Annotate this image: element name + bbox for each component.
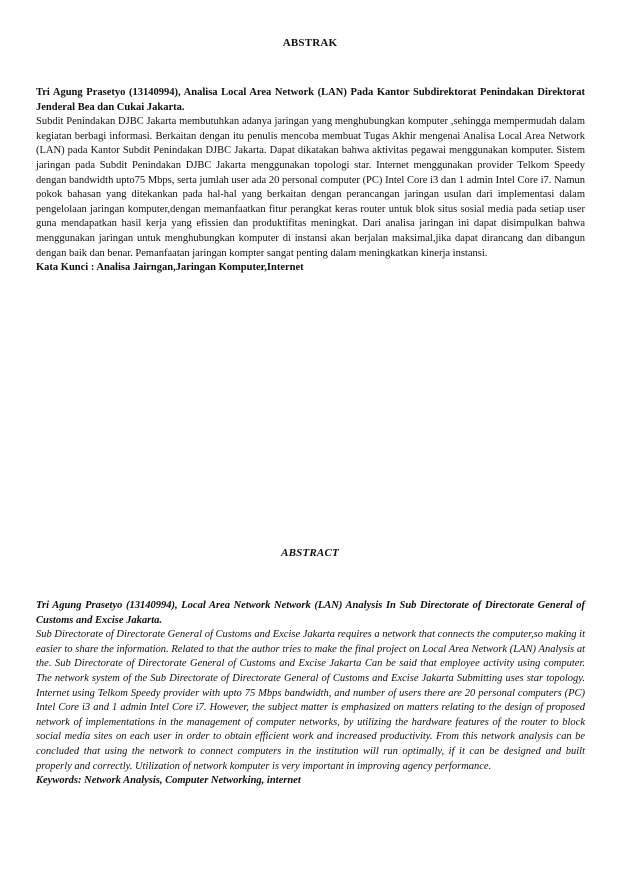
abstrak-author-title: Tri Agung Prasetyo (13140994), Analisa Local Area Network (LAN) Pada Kantor Subdirektorat Penindakan Direktorat Jenderal Bea dan Cukai Jakarta. [36,87,585,113]
abstract-section [36,599,585,789]
abstrak-body: Subdit Penindakan DJBC Jakarta membutuhkan adanya jaringan yang menghubungkan komputer ,sehingga mempermudah dalam kegiatan berbagi informasi. Berkaitan dengan itu penulis mencoba membuat Tugas Akhir mengenai Analisa Local Area Network (LAN) pada Kantor Subdit Penindakan DJBC Jakarta. Dapat dikatakan bahwa aktivitas pegawai menggunakan komputer. Sistem jaringan pada Subdit Penindakan DJBC Jakarta menggunakan topologi star. Internet menggunakan provider Telkom Speedy dengan bandwidth upto75 Mbps, serta jumlah user ada 20 personal computer (PC) Intel Core i3 dan 1 admin Intel Core i7. Namun pokok bahasan yang ditekankan pada hal-hal yang berkaitan dengan perancangan jaringan usulan dari implementasi dalam pengelolaan jaringan komputer,dengan memanfaatkan fitur perangkat keras router untuk blok situs sosial media pada setiap user guna mendapatkan hasil kerja yang efissien dan produktifitas meningkat. Dari analisa jaringan ini dapat disimpulkan bahwa menggunakan jaringan untuk menghubungkan komputer di instansi akan berjalan maksimal,jika dapat dirancang dan dibangun dengan baik dan benar. Pemanfaatan jaringan kompter sangat penting dalam meningkatkan kinerja instansi. [36,116,585,259]
abstract-author-title: Tri Agung Prasetyo (13140994), Local Area Network Network (LAN) Analysis In Sub Directorate of Directorate General of Customs and Excise Jakarta. [36,600,585,626]
abstract-body: Sub Directorate of Directorate General of Customs and Excise Jakarta requires a network that connects the computer,so making it easier to share the information. Related to that the author tries to make the final project on Local Area Network (LAN) Analysis at the. Sub Directorate of Directorate General of Customs and Excise Jakarta Can be said that employee activity using computer. The network system of the Sub Directorate of Directorate General of Customs and Excise Jakarta Submitting uses star topology. Internet using Telkom Speedy provider with upto 75 Mbps bandwidth, and number of users there are 20 personal computers (PC) Intel Core i3 and 1 admin Intel Core i7. However, the subject matter is emphasized on matters relating to the design of proposed network of implementations in the management of computer networks, by utilizing the hardware features of the router to block social media sites on each user in order to obtain efficient work and increased productivity. From this network analysis can be concluded that using the network to connect computers in the institution will run optimally, if it can be designed and built properly and correctly. Utilization of network komputer is very important in improving agency performance. [36,629,585,772]
abstract-heading: ABSTRACT [281,547,339,559]
abstrak-keywords: Kata Kunci : Analisa Jairngan,Jaringan Komputer,Internet [36,262,304,274]
abstrak-section [36,86,585,276]
abstrak-heading: ABSTRAK [282,37,338,49]
abstract-keywords: Keywords: Network Analysis, Computer Networking, internet [36,775,301,787]
